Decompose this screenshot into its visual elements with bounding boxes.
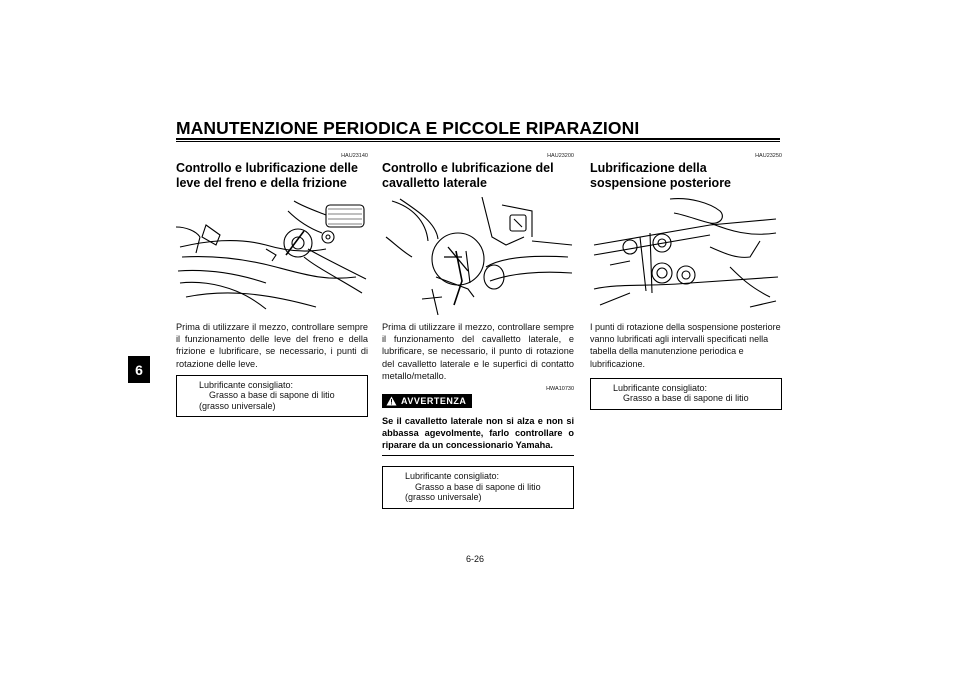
section-brake-clutch-levers [176, 152, 368, 417]
section-body: I punti di rotazione della sospensione posteriore vanno lubrificati agli intervalli specificati nella tabella della manutenzione periodica e lubrificazione. [590, 322, 781, 369]
lubricant-box [382, 466, 574, 509]
section-title: Lubrificazione della sospensione posteriore [590, 161, 732, 190]
lubricant-type: Grasso a base di sapone di litio [209, 390, 335, 401]
sidestand-illustration [382, 197, 574, 315]
lubricant-box [590, 378, 782, 410]
lubricant-type: Grasso a base di sapone di litio [415, 481, 541, 492]
lubricant-type: Grasso a base di sapone di litio [623, 393, 749, 404]
header-rule [176, 138, 780, 140]
section-body: Prima di utilizzare il mezzo, controllare sempre il funzionamento del cavalletto laterale, e lubrificare, se necessario, il punto di rotazione del cavalletto laterale e le superfici di contatto metallo/metallo. [382, 322, 574, 381]
section-sidestand [382, 152, 574, 509]
section-code: HAU23200 [547, 153, 574, 159]
page-number: 6-26 [466, 554, 485, 564]
warning-badge [382, 394, 472, 408]
warning-rule [382, 455, 574, 456]
warning-code: HWA10730 [546, 386, 574, 393]
section-code: HAU23250 [755, 153, 782, 159]
section-title: Controllo e lubrificazione del cavalletto laterale [382, 161, 554, 190]
lubricant-label: Lubrificante consigliato: [405, 471, 500, 482]
warning-label: AVVERTENZA [401, 396, 467, 407]
chapter-tab: 6 [128, 356, 150, 383]
lubricant-box [176, 375, 368, 418]
section-body: Prima di utilizzare il mezzo, controllare sempre il funzionamento delle leve del freno e della frizione e lubrificare, se necessario, i punti di rotazione delle leve. [176, 322, 368, 369]
lubricant-label: Lubrificante consigliato: [613, 382, 708, 393]
suspension-illustration [590, 197, 782, 315]
section-title: Controllo e lubrificazione delle leve del freno e della frizione [176, 161, 358, 190]
lubricant-note: (grasso universale) [405, 492, 482, 503]
lever-illustration [176, 197, 368, 315]
section-code: HAU23140 [341, 153, 368, 159]
warning-triangle-icon [386, 396, 397, 406]
section-rear-suspension [590, 152, 782, 410]
header-rule-thin [176, 141, 780, 142]
lubricant-note: (grasso universale) [199, 400, 276, 411]
page-header-title: MANUTENZIONE PERIODICA E PICCOLE RIPARAZIONI [176, 118, 640, 138]
warning-text: Se il cavalletto laterale non si alza e non si abbassa agevolmente, farlo controllare o riparare da un concessionario Yamaha. [382, 416, 574, 451]
lubricant-label: Lubrificante consigliato: [199, 379, 294, 390]
